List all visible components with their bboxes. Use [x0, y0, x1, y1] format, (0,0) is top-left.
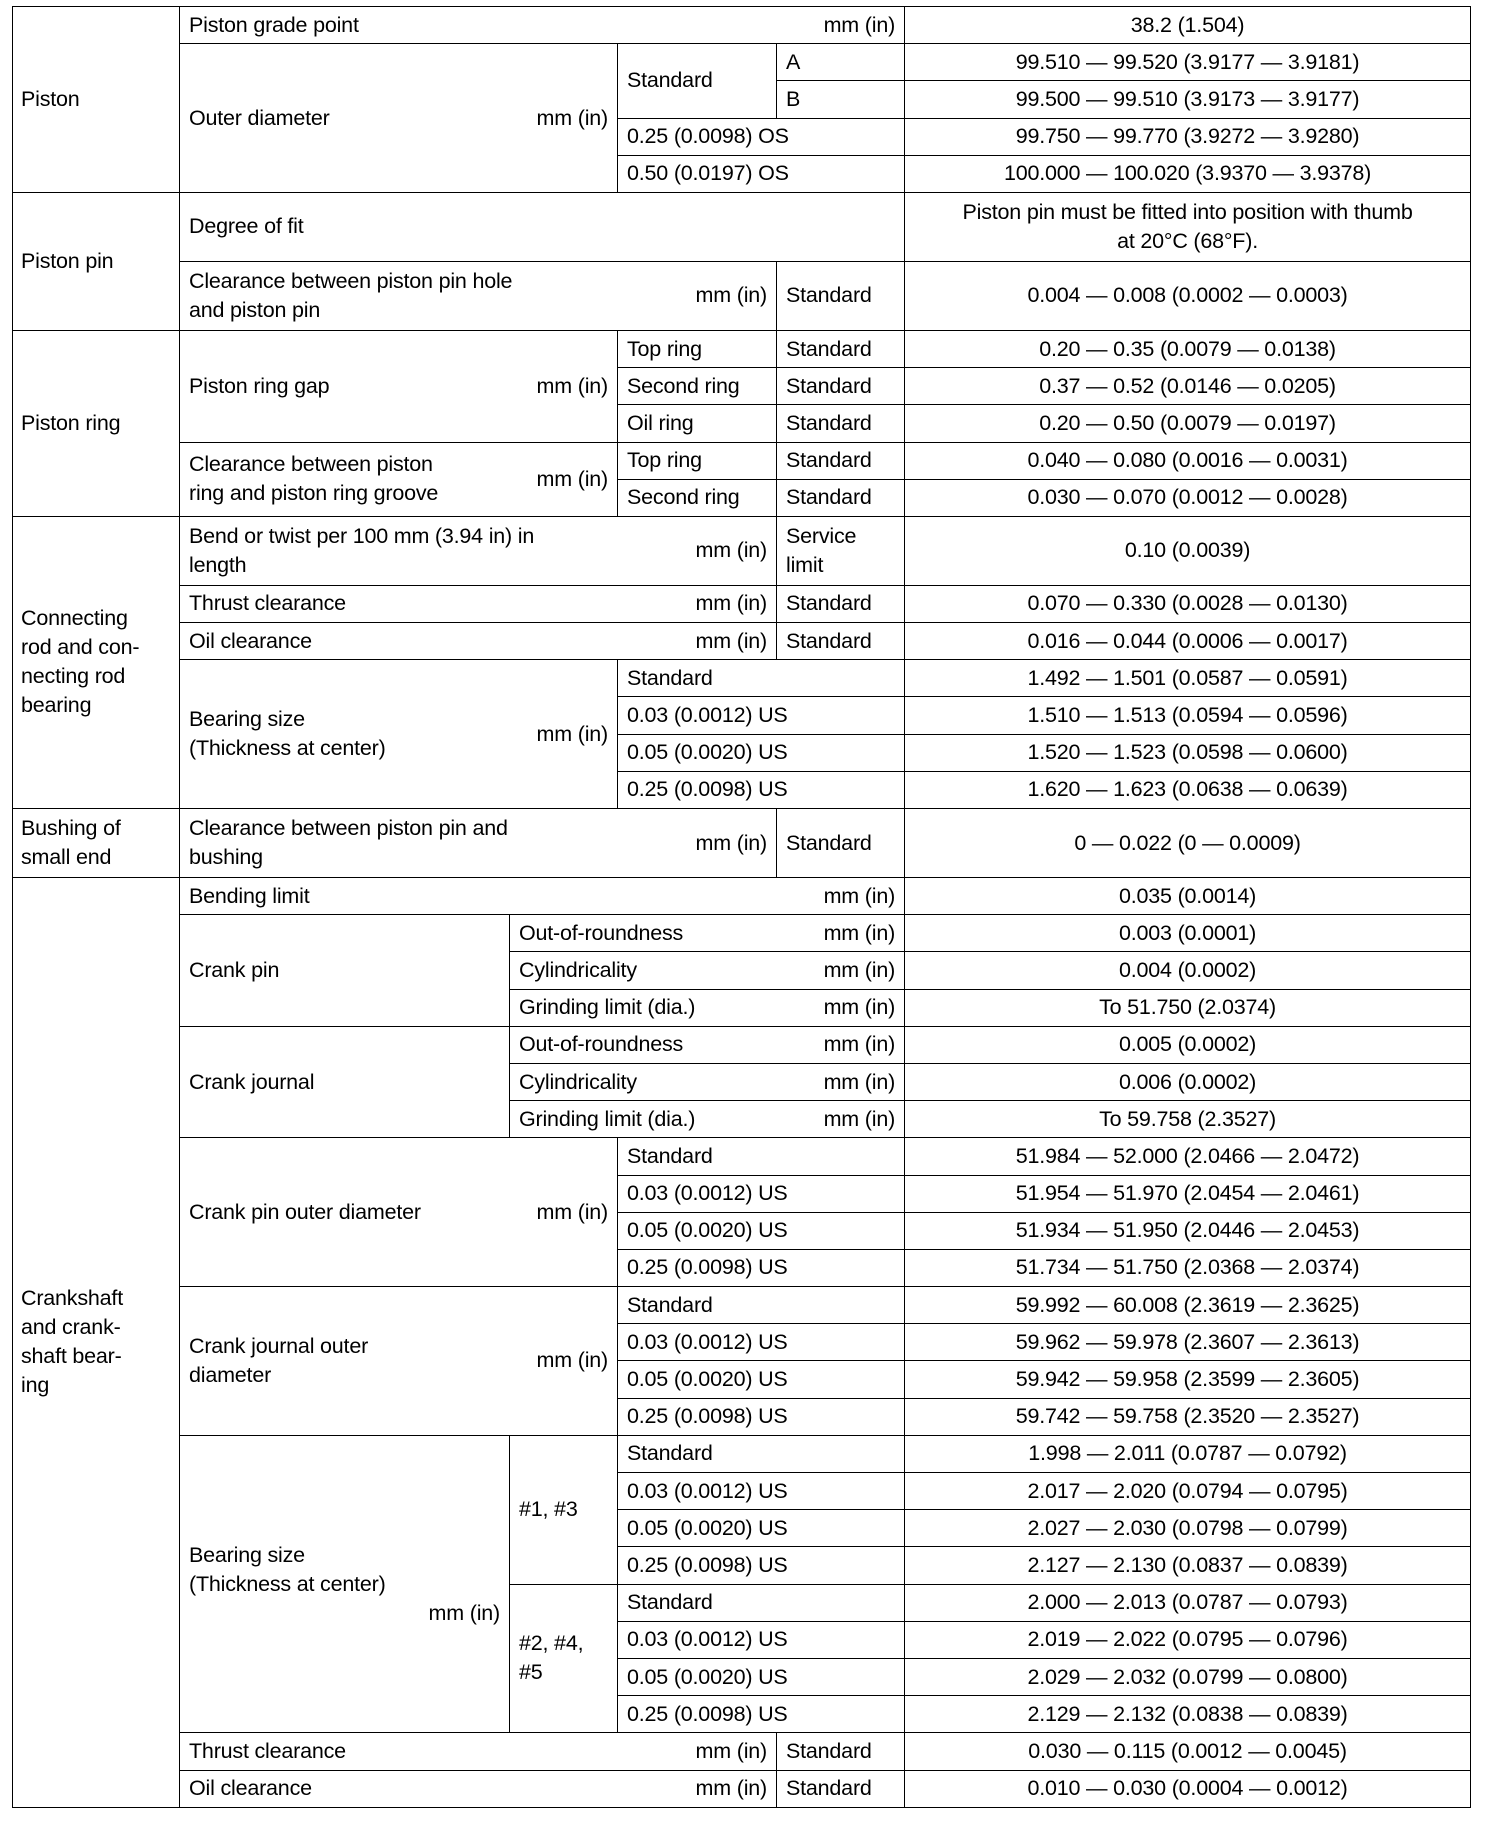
item: Grinding limit (dia.) mm (in)	[510, 1101, 905, 1138]
table-row	[13, 1435, 1471, 1472]
spec-value: 38.2 (1.504)	[905, 7, 1471, 44]
size: 0.05 (0.0020) US	[618, 1361, 905, 1398]
spec-label: Bending limit mm (in)	[180, 878, 905, 915]
spec-label: Bearing size (Thickness at center) mm (in)	[180, 660, 618, 809]
spec-label: Piston grade point mm (in)	[180, 7, 905, 44]
spec-value: 1.510 — 1.513 (0.0594 — 0.0596)	[905, 697, 1471, 734]
condition: Standard	[777, 368, 905, 405]
category-bushing: Bushing of small end	[13, 809, 180, 878]
spec-value: 2.027 — 2.030 (0.0798 — 0.0799)	[905, 1510, 1471, 1547]
condition: Standard	[777, 1733, 905, 1770]
engine-specifications-table	[12, 6, 1471, 1808]
spec-value: 0.006 (0.0002)	[905, 1063, 1471, 1100]
size: Standard	[618, 660, 905, 697]
spec-value: 59.992 — 60.008 (2.3619 — 2.3625)	[905, 1287, 1471, 1324]
table-row	[13, 1138, 1471, 1175]
spec-value: 51.984 — 52.000 (2.0466 — 2.0472)	[905, 1138, 1471, 1175]
ring: Second ring	[618, 479, 777, 516]
ring: Top ring	[618, 442, 777, 479]
table-row	[13, 1770, 1471, 1807]
spec-value: 59.742 — 59.758 (2.3520 — 2.3527)	[905, 1398, 1471, 1435]
spec-value: 1.620 — 1.623 (0.0638 — 0.0639)	[905, 771, 1471, 808]
size: Standard	[618, 1584, 905, 1621]
condition: Standard	[777, 330, 905, 367]
oversize: 0.50 (0.0197) OS	[618, 155, 905, 192]
spec-value: 0.005 (0.0002)	[905, 1026, 1471, 1063]
size: 0.25 (0.0098) US	[618, 1696, 905, 1733]
table-row	[13, 1287, 1471, 1324]
spec-value: 2.017 — 2.020 (0.0794 — 0.0795)	[905, 1473, 1471, 1510]
table-row	[13, 330, 1471, 367]
spec-value: 51.934 — 51.950 (2.0446 — 2.0453)	[905, 1212, 1471, 1249]
condition: Standard	[777, 405, 905, 442]
condition: Service limit	[777, 516, 905, 585]
spec-value: 99.510 — 99.520 (3.9177 — 3.9181)	[905, 44, 1471, 81]
spec-value: 0.030 — 0.070 (0.0012 — 0.0028)	[905, 479, 1471, 516]
size: 0.03 (0.0012) US	[618, 697, 905, 734]
ring: Top ring	[618, 330, 777, 367]
spec-label: Bend or twist per 100 mm (3.94 in) in length mm (in)	[180, 516, 777, 585]
size: 0.03 (0.0012) US	[618, 1175, 905, 1212]
item: Out-of-roundness mm (in)	[510, 1026, 905, 1063]
category-connecting-rod: Connecting rod and con- necting rod bearing	[13, 516, 180, 808]
category-piston: Piston	[13, 7, 180, 193]
size: 0.03 (0.0012) US	[618, 1324, 905, 1361]
ring: Oil ring	[618, 405, 777, 442]
table-row	[13, 809, 1471, 878]
size: 0.05 (0.0020) US	[618, 1212, 905, 1249]
condition: Standard	[777, 585, 905, 622]
spec-value: 2.029 — 2.032 (0.0799 — 0.0800)	[905, 1658, 1471, 1695]
spec-value: 2.127 — 2.130 (0.0837 — 0.0839)	[905, 1547, 1471, 1584]
spec-value: 2.000 — 2.013 (0.0787 — 0.0793)	[905, 1584, 1471, 1621]
item: Out-of-roundness mm (in)	[510, 915, 905, 952]
condition: Standard	[777, 442, 905, 479]
size: 0.05 (0.0020) US	[618, 1658, 905, 1695]
table-row	[13, 192, 1471, 261]
spec-value: 51.734 — 51.750 (2.0368 — 2.0374)	[905, 1249, 1471, 1286]
spec-value: 59.942 — 59.958 (2.3599 — 2.3605)	[905, 1361, 1471, 1398]
table-row	[13, 261, 1471, 330]
spec-label: Degree of fit	[180, 192, 905, 261]
spec-value: Piston pin must be fitted into position with thumb at 20°C (68°F).	[905, 192, 1471, 261]
category-piston-ring: Piston ring	[13, 330, 180, 516]
size: 0.03 (0.0012) US	[618, 1621, 905, 1658]
size: 0.05 (0.0020) US	[618, 1510, 905, 1547]
spec-value: To 51.750 (2.0374)	[905, 989, 1471, 1026]
spec-value: 0.20 — 0.35 (0.0079 — 0.0138)	[905, 330, 1471, 367]
condition: Standard	[777, 623, 905, 660]
spec-label: Crank pin outer diameter mm (in)	[180, 1138, 618, 1287]
size: Standard	[618, 1138, 905, 1175]
spec-value: 0.004 — 0.008 (0.0002 — 0.0003)	[905, 261, 1471, 330]
spec-label: Thrust clearance mm (in)	[180, 585, 777, 622]
spec-label: Bearing size (Thickness at center) mm (in)	[180, 1435, 510, 1733]
spec-value: To 59.758 (2.3527)	[905, 1101, 1471, 1138]
grade: B	[777, 81, 905, 118]
grade: A	[777, 44, 905, 81]
size: Standard	[618, 1287, 905, 1324]
spec-value: 0.37 — 0.52 (0.0146 — 0.0205)	[905, 368, 1471, 405]
spec-value: 99.750 — 99.770 (3.9272 — 3.9280)	[905, 118, 1471, 155]
spec-value: 0.070 — 0.330 (0.0028 — 0.0130)	[905, 585, 1471, 622]
oversize: 0.25 (0.0098) OS	[618, 118, 905, 155]
spec-value: 0.010 — 0.030 (0.0004 — 0.0012)	[905, 1770, 1471, 1807]
table-row	[13, 516, 1471, 585]
condition: Standard	[618, 44, 777, 118]
item: Cylindricality mm (in)	[510, 1063, 905, 1100]
spec-value: 1.998 — 2.011 (0.0787 — 0.0792)	[905, 1435, 1471, 1472]
size: 0.25 (0.0098) US	[618, 771, 905, 808]
category-crankshaft: Crankshaft and crank- shaft bear- ing	[13, 878, 180, 1808]
table-row	[13, 878, 1471, 915]
size: 0.03 (0.0012) US	[618, 1473, 905, 1510]
table-row	[13, 623, 1471, 660]
condition: Standard	[777, 809, 905, 878]
spec-value: 0.030 — 0.115 (0.0012 — 0.0045)	[905, 1733, 1471, 1770]
size: 0.25 (0.0098) US	[618, 1547, 905, 1584]
spec-label: Piston ring gap mm (in)	[180, 330, 618, 442]
table-row	[13, 44, 1471, 81]
spec-label: Crank journal outer diameter mm (in)	[180, 1287, 618, 1436]
spec-value: 0.003 (0.0001)	[905, 915, 1471, 952]
table-row	[13, 7, 1471, 44]
spec-value: 0.004 (0.0002)	[905, 952, 1471, 989]
spec-value: 0.20 — 0.50 (0.0079 — 0.0197)	[905, 405, 1471, 442]
condition: Standard	[777, 479, 905, 516]
table-row	[13, 442, 1471, 479]
journal-group: #1, #3	[510, 1435, 618, 1584]
spec-value: 0 — 0.022 (0 — 0.0009)	[905, 809, 1471, 878]
spec-value: 2.019 — 2.022 (0.0795 — 0.0796)	[905, 1621, 1471, 1658]
condition: Standard	[777, 261, 905, 330]
table-row	[13, 915, 1471, 952]
spec-label: Crank pin	[180, 915, 510, 1027]
spec-value: 59.962 — 59.978 (2.3607 — 2.3613)	[905, 1324, 1471, 1361]
size: 0.05 (0.0020) US	[618, 734, 905, 771]
spec-value: 2.129 — 2.132 (0.0838 — 0.0839)	[905, 1696, 1471, 1733]
table-row	[13, 585, 1471, 622]
spec-value: 0.040 — 0.080 (0.0016 — 0.0031)	[905, 442, 1471, 479]
spec-label: Clearance between piston pin hole and piston pin mm (in)	[180, 261, 777, 330]
item: Grinding limit (dia.) mm (in)	[510, 989, 905, 1026]
spec-label: Outer diameter mm (in)	[180, 44, 618, 193]
category-piston-pin: Piston pin	[13, 192, 180, 330]
spec-label: Clearance between piston pin and bushing mm (in)	[180, 809, 777, 878]
spec-value: 99.500 — 99.510 (3.9173 — 3.9177)	[905, 81, 1471, 118]
spec-value: 0.035 (0.0014)	[905, 878, 1471, 915]
size: 0.25 (0.0098) US	[618, 1398, 905, 1435]
journal-group: #2, #4, #5	[510, 1584, 618, 1733]
spec-value: 0.016 — 0.044 (0.0006 — 0.0017)	[905, 623, 1471, 660]
spec-value: 1.520 — 1.523 (0.0598 — 0.0600)	[905, 734, 1471, 771]
spec-label: Thrust clearance mm (in)	[180, 1733, 777, 1770]
table-row	[13, 1733, 1471, 1770]
spec-label: Crank journal	[180, 1026, 510, 1138]
spec-label: Oil clearance mm (in)	[180, 623, 777, 660]
table-row	[13, 660, 1471, 697]
size: 0.25 (0.0098) US	[618, 1249, 905, 1286]
condition: Standard	[777, 1770, 905, 1807]
table-row	[13, 1026, 1471, 1063]
spec-value: 51.954 — 51.970 (2.0454 — 2.0461)	[905, 1175, 1471, 1212]
spec-value: 100.000 — 100.020 (3.9370 — 3.9378)	[905, 155, 1471, 192]
spec-label: Clearance between piston ring and piston ring groove mm (in)	[180, 442, 618, 516]
spec-value: 0.10 (0.0039)	[905, 516, 1471, 585]
ring: Second ring	[618, 368, 777, 405]
item: Cylindricality mm (in)	[510, 952, 905, 989]
spec-label: Oil clearance mm (in)	[180, 1770, 777, 1807]
size: Standard	[618, 1435, 905, 1472]
spec-value: 1.492 — 1.501 (0.0587 — 0.0591)	[905, 660, 1471, 697]
